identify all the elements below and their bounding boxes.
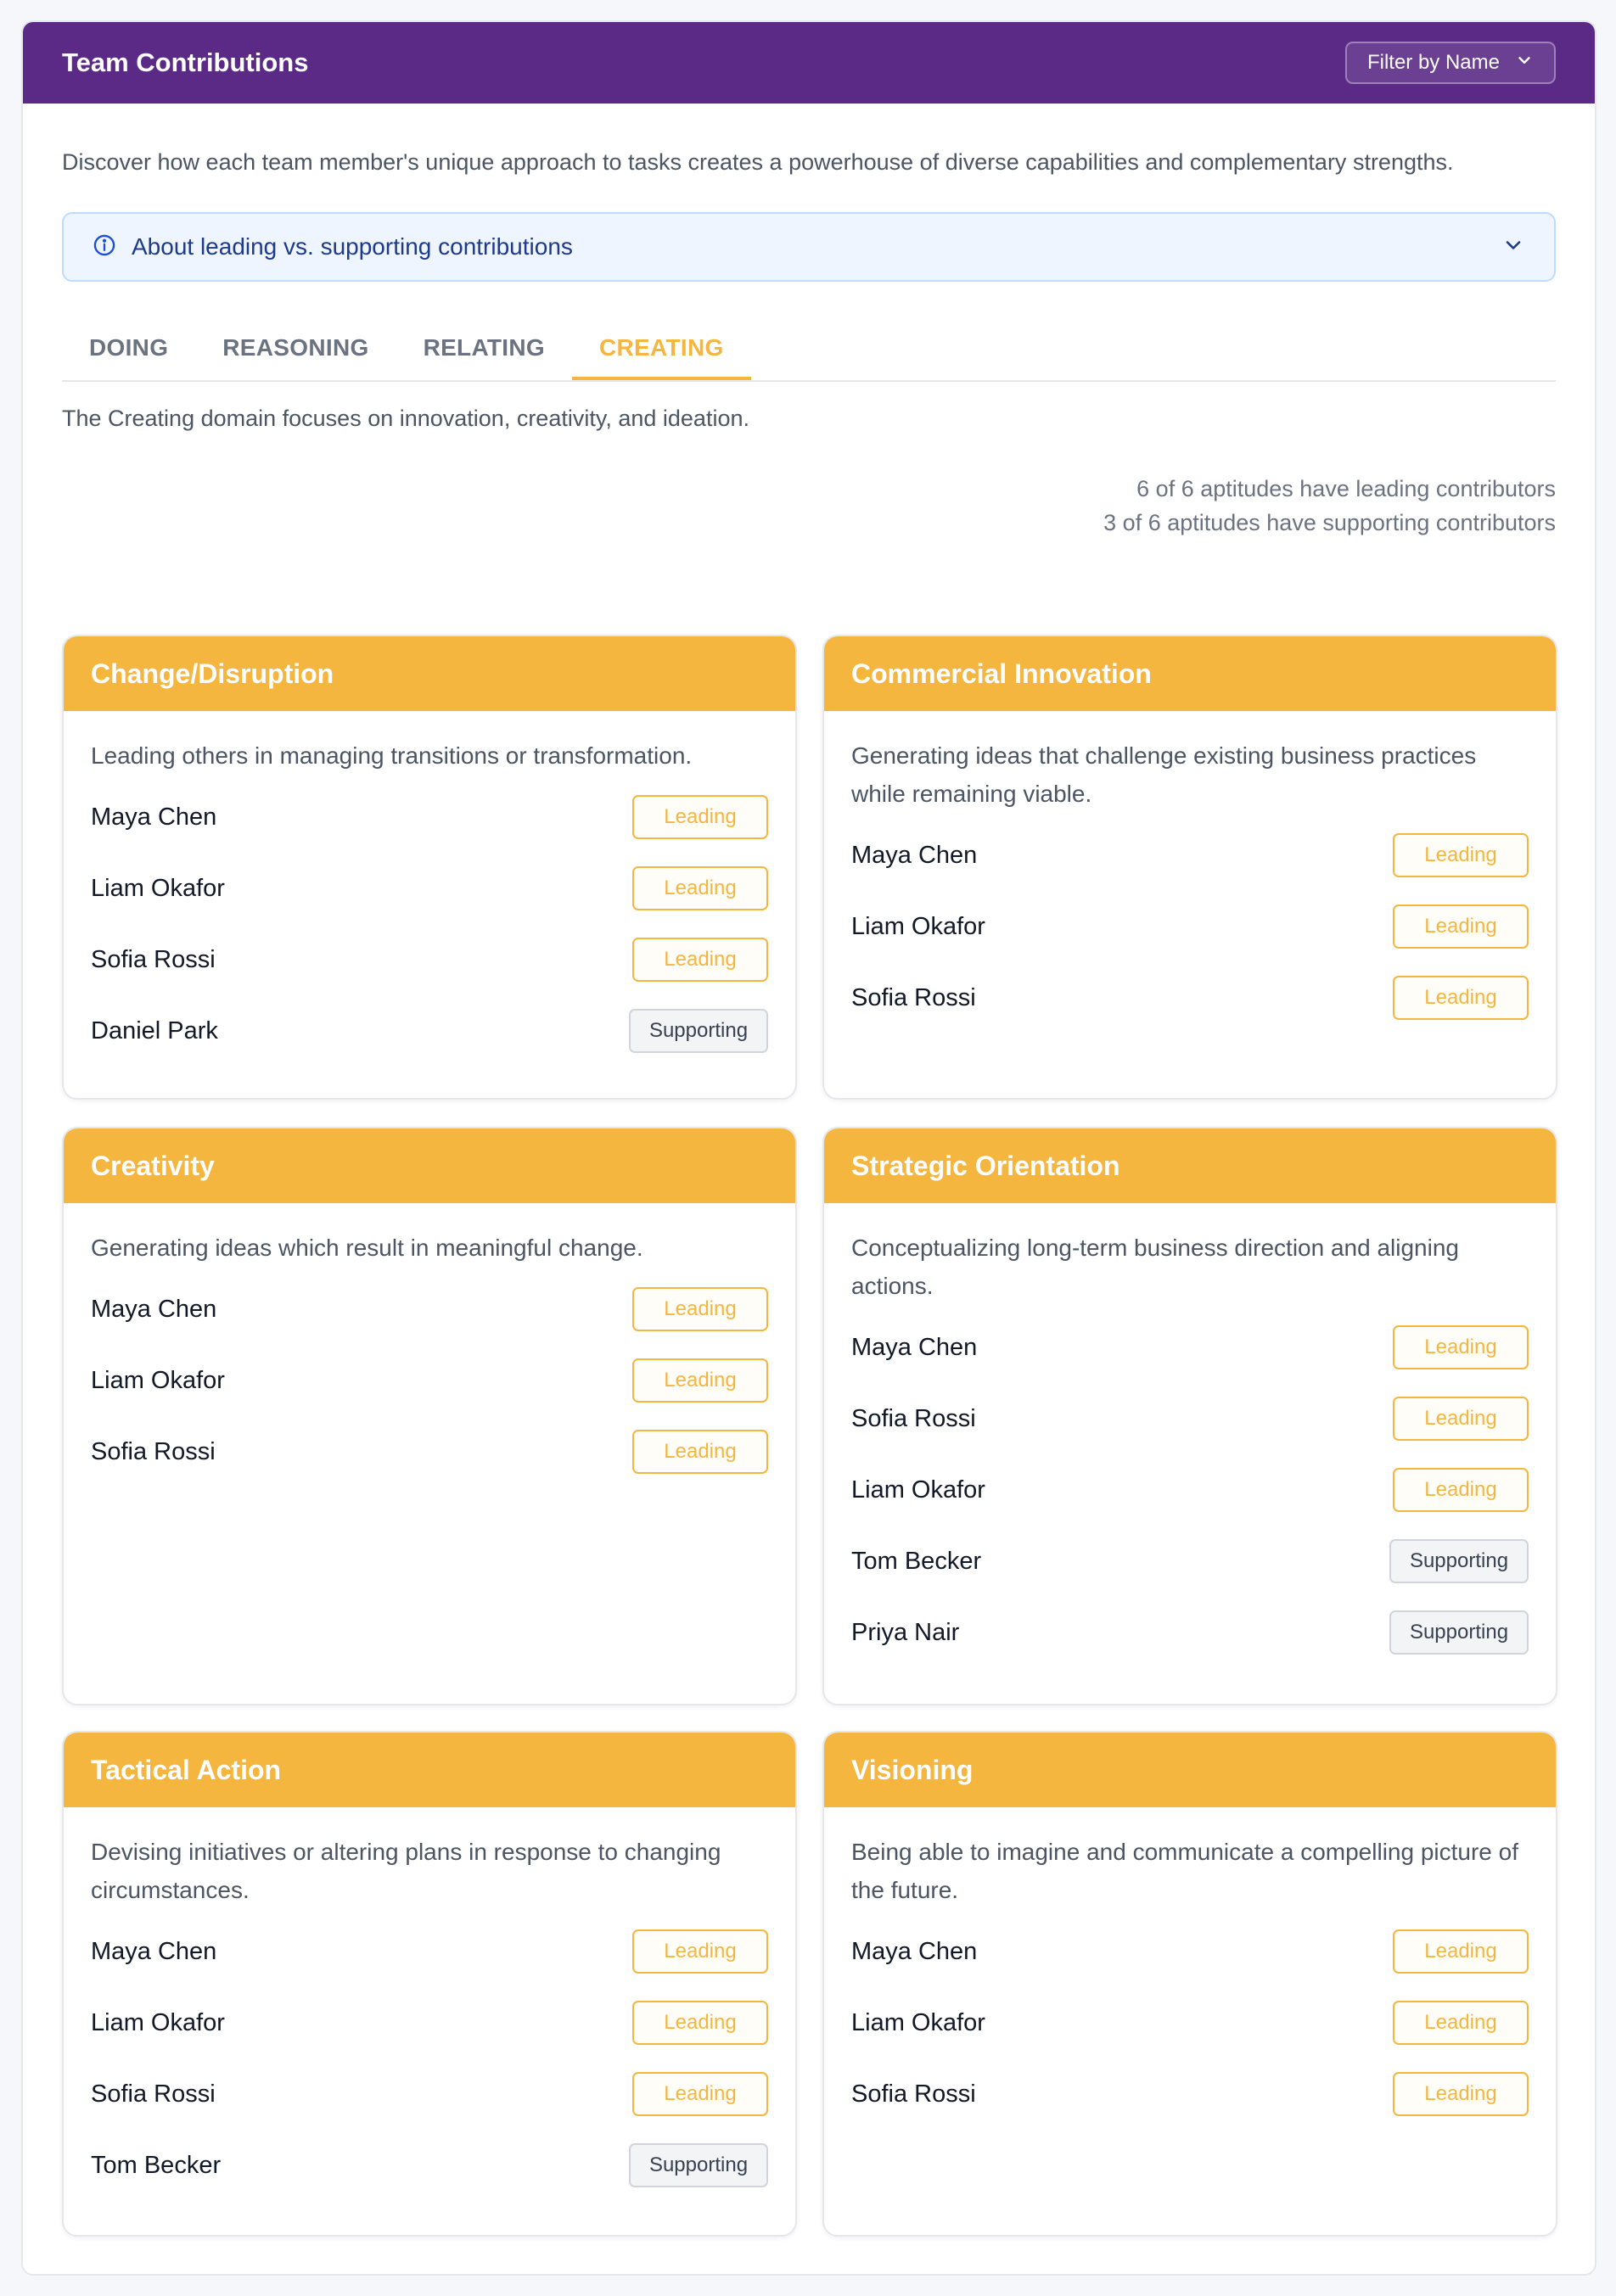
member-name: Maya Chen xyxy=(91,1295,217,1323)
domain-description: The Creating domain focuses on innovation, creativity, and ideation. xyxy=(62,406,749,431)
filter-label: Filter by Name xyxy=(1366,51,1500,74)
card-title: Commercial Innovation xyxy=(824,636,1556,711)
list-item xyxy=(91,1916,768,1987)
page-title: Team Contributions xyxy=(62,48,309,77)
member-name: Maya Chen xyxy=(851,841,978,869)
member-name: Liam Okafor xyxy=(851,1476,985,1504)
aptitude-stats xyxy=(62,472,1556,540)
member-name: Sofia Rossi xyxy=(851,1404,976,1432)
member-name: Liam Okafor xyxy=(91,874,225,902)
member-name: Daniel Park xyxy=(91,1016,218,1044)
leading-badge: Leading xyxy=(1393,904,1529,949)
info-label: About leading vs. supporting contributions xyxy=(132,233,573,260)
aptitude-card-commercial-innovation xyxy=(822,635,1557,1100)
tab-reasoning[interactable]: REASONING xyxy=(222,334,369,361)
filter-by-name-dropdown[interactable] xyxy=(1345,42,1556,84)
leading-badge: Leading xyxy=(632,866,768,910)
leading-badge: Leading xyxy=(632,1430,768,1474)
member-name: Maya Chen xyxy=(851,1937,978,1965)
member-name: Liam Okafor xyxy=(91,1366,225,1394)
card-description: Being able to imagine and communicate a compelling picture of the future. xyxy=(851,1839,1519,1903)
member-name: Liam Okafor xyxy=(851,2008,985,2036)
list-item xyxy=(851,1526,1529,1597)
member-name: Sofia Rossi xyxy=(851,983,976,1011)
card-title: Tactical Action xyxy=(64,1733,795,1807)
supporting-badge: Supporting xyxy=(629,1009,768,1053)
card-title: Creativity xyxy=(64,1128,795,1203)
list-item xyxy=(91,853,768,924)
aptitude-card-strategic-orientation xyxy=(822,1127,1557,1705)
supporting-badge: Supporting xyxy=(1389,1539,1529,1583)
aptitude-card-change-disruption xyxy=(62,635,797,1100)
card-title: Visioning xyxy=(824,1733,1556,1807)
supporting-badge: Supporting xyxy=(1389,1610,1529,1655)
chevron-down-icon[interactable] xyxy=(1501,233,1525,261)
team-contributions-panel xyxy=(21,20,1596,2276)
list-item xyxy=(91,924,768,995)
card-description: Generating ideas which result in meaningful change. xyxy=(91,1235,643,1261)
list-item xyxy=(91,995,768,1067)
member-name: Maya Chen xyxy=(91,803,217,831)
member-name: Maya Chen xyxy=(851,1333,978,1361)
list-item xyxy=(91,1345,768,1416)
info-icon xyxy=(93,233,116,261)
member-name: Sofia Rossi xyxy=(851,2080,976,2108)
aptitude-card-visioning xyxy=(822,1731,1557,2237)
list-item xyxy=(851,2058,1529,2130)
list-item xyxy=(851,1454,1529,1526)
list-item xyxy=(851,1987,1529,2058)
aptitude-card-tactical-action xyxy=(62,1731,797,2237)
tab-creating[interactable]: CREATING xyxy=(572,316,751,380)
leading-badge: Leading xyxy=(1393,2001,1529,2045)
card-description: Conceptualizing long-term business direction and aligning actions. xyxy=(851,1235,1459,1299)
list-item xyxy=(91,2058,768,2130)
list-item xyxy=(851,962,1529,1033)
leading-badge: Leading xyxy=(1393,1325,1529,1369)
domain-tabs xyxy=(62,316,1556,382)
member-name: Liam Okafor xyxy=(851,912,985,940)
member-name: Maya Chen xyxy=(91,1937,217,1965)
member-name: Priya Nair xyxy=(851,1618,960,1646)
leading-badge: Leading xyxy=(632,1358,768,1403)
member-name: Sofia Rossi xyxy=(91,1437,216,1465)
card-title: Change/Disruption xyxy=(64,636,795,711)
supporting-stat: 3 of 6 aptitudes have supporting contributors xyxy=(1103,510,1556,535)
leading-badge: Leading xyxy=(632,938,768,982)
member-name: Liam Okafor xyxy=(91,2008,225,2036)
leading-badge: Leading xyxy=(1393,1929,1529,1974)
list-item xyxy=(91,781,768,853)
leading-badge: Leading xyxy=(632,2072,768,2116)
about-contributions-accordion[interactable] xyxy=(62,212,1556,282)
leading-stat: 6 of 6 aptitudes have leading contributors xyxy=(1136,476,1556,501)
leading-badge: Leading xyxy=(1393,833,1529,877)
tab-relating[interactable]: RELATING xyxy=(423,334,545,361)
card-description: Leading others in managing transitions or transformation. xyxy=(91,742,693,769)
supporting-badge: Supporting xyxy=(629,2143,768,2187)
member-name: Tom Becker xyxy=(851,1547,982,1575)
card-description: Generating ideas that challenge existing business practices while remaining viable. xyxy=(851,742,1477,807)
intro-text: Discover how each team member's unique approach to tasks creates a powerhouse of diverse capabilities and complementary strengths. xyxy=(62,149,1454,175)
leading-badge: Leading xyxy=(632,1929,768,1974)
list-item xyxy=(91,1416,768,1487)
list-item xyxy=(851,1597,1529,1668)
list-item xyxy=(851,1383,1529,1454)
leading-badge: Leading xyxy=(1393,1397,1529,1441)
aptitude-card-creativity xyxy=(62,1127,797,1705)
leading-badge: Leading xyxy=(632,2001,768,2045)
list-item xyxy=(91,1274,768,1345)
list-item xyxy=(91,1987,768,2058)
leading-badge: Leading xyxy=(632,795,768,839)
leading-badge: Leading xyxy=(1393,2072,1529,2116)
member-name: Tom Becker xyxy=(91,2151,222,2179)
leading-badge: Leading xyxy=(1393,976,1529,1020)
member-name: Sofia Rossi xyxy=(91,2080,216,2108)
leading-badge: Leading xyxy=(632,1287,768,1331)
member-name: Sofia Rossi xyxy=(91,945,216,973)
panel-header xyxy=(23,22,1595,104)
list-item xyxy=(851,1916,1529,1987)
list-item xyxy=(91,2130,768,2201)
leading-badge: Leading xyxy=(1393,1468,1529,1512)
card-title: Strategic Orientation xyxy=(824,1128,1556,1203)
list-item xyxy=(851,1312,1529,1383)
card-description: Devising initiatives or altering plans in response to changing circumstances. xyxy=(91,1839,721,1903)
tab-doing[interactable]: DOING xyxy=(89,334,169,361)
list-item xyxy=(851,891,1529,962)
chevron-down-icon xyxy=(1515,51,1534,76)
list-item xyxy=(851,820,1529,891)
